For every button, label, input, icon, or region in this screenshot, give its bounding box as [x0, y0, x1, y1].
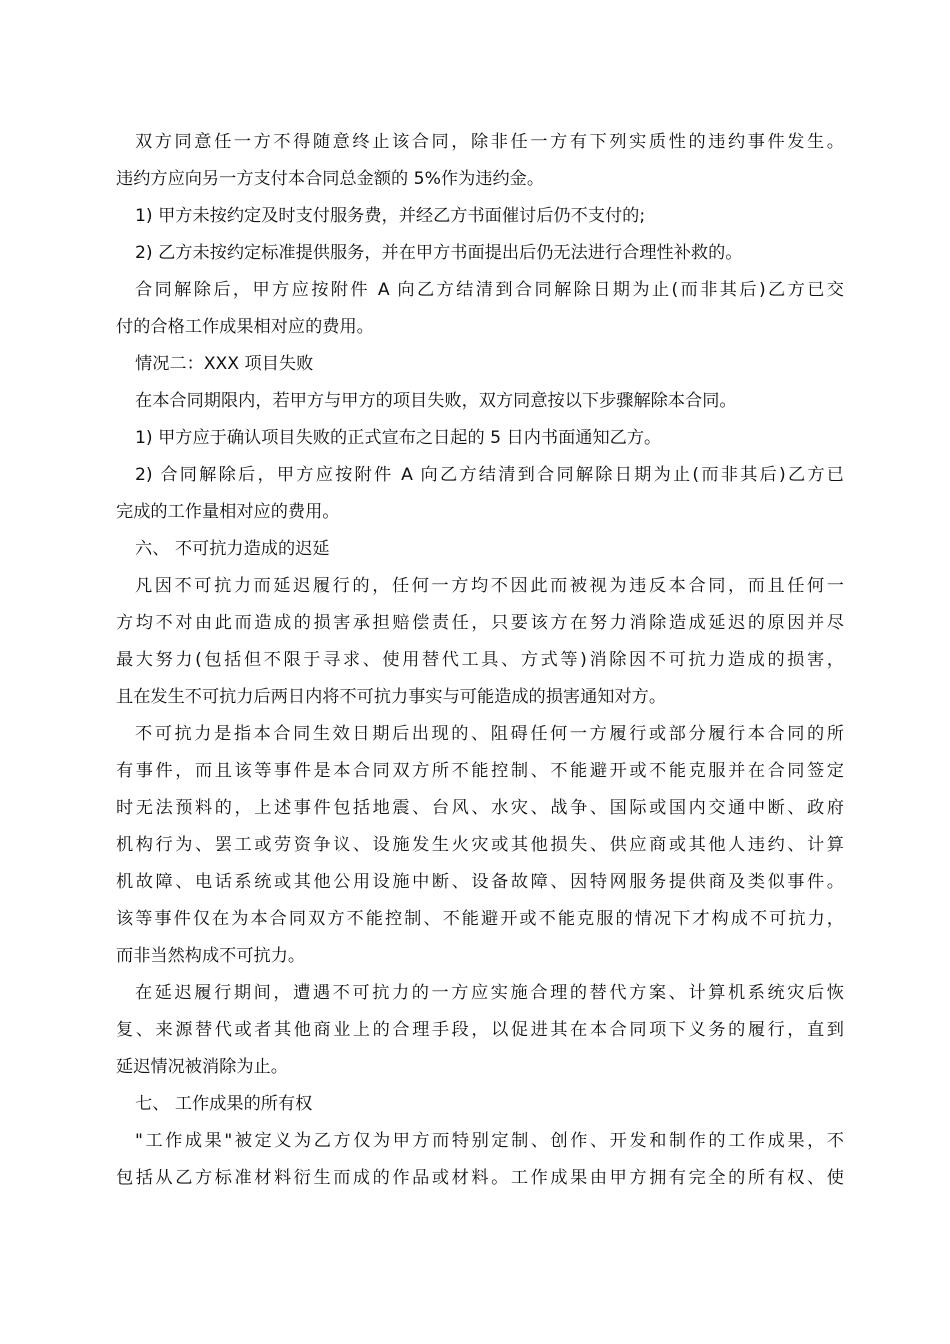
section-heading-work-ownership — [116, 1086, 844, 1123]
text-line: 双方同意任一方不得随意终止该合同，除非任一方有下列实质性的违约事件发生。 — [135, 132, 844, 152]
text-line: 合同解除后，甲方应按附件 A 向乙方结清到合同解除日期为止(而非其后)乙方已交 — [135, 280, 844, 300]
paragraph-project-failure — [116, 383, 844, 420]
list-item-failure-2 — [116, 457, 844, 531]
text-line: 付的合格工作成果相对应的费用。 — [116, 317, 374, 337]
text-line: 最大努力(包括但不限于寻求、使用替代工具、方式等)消除因不可抗力造成的损害， — [116, 650, 844, 670]
text-line: 在延迟履行期间，遭遇不可抗力的一方应实施合理的替代方案、计算机系统灾后恢 — [135, 983, 844, 1003]
text-line: 而非当然构成不可抗力。 — [116, 946, 306, 966]
text-line: 机故障、电话系统或其他公用设施中断、设备故障、因特网服务提供商及类似事件。 — [116, 872, 844, 892]
text-line: 2) 乙方未按约定标准提供服务，并在甲方书面提出后仍无法进行合理性补救的。 — [135, 243, 743, 263]
text-line: 包括从乙方标准材料衍生而成的作品或材料。工作成果由甲方拥有完全的所有权、使 — [116, 1168, 844, 1188]
list-item-failure-1 — [116, 420, 844, 457]
text-line: 完成的工作量相对应的费用。 — [116, 502, 340, 522]
text-line: 2) 合同解除后，甲方应按附件 A 向乙方结清到合同解除日期为止(而非其后)乙方已 — [135, 465, 844, 485]
text-line: 凡因不可抗力而延迟履行的，任何一方均不因此而被视为违反本合同，而且任何一 — [135, 576, 844, 596]
text-line: 六、 不可抗力造成的迟延 — [135, 539, 330, 559]
text-line: 时无法预料的，上述事件包括地震、台风、水灾、战争、国际或国内交通中断、政府 — [116, 798, 844, 818]
text-line: 违约方应向另一方支付本合同总金额的 5%作为违约金。 — [116, 169, 545, 189]
text-line: 在本合同期限内，若甲方与甲方的项目失败，双方同意按以下步骤解除本合同。 — [135, 391, 737, 411]
paragraph-settlement — [116, 272, 844, 346]
list-item-breach-2 — [116, 235, 844, 272]
text-line: 延迟情况被消除为止。 — [116, 1057, 288, 1077]
text-line: 七、 工作成果的所有权 — [135, 1094, 313, 1114]
text-line: 且在发生不可抗力后两日内将不可抗力事实与可能造成的损害通知对方。 — [116, 687, 667, 707]
paragraph-force-majeure-delay — [116, 568, 844, 716]
subheading-case-two — [116, 346, 844, 383]
paragraph-delay-period — [116, 975, 844, 1086]
document-body — [116, 124, 844, 1197]
text-line: 复、来源替代或者其他商业上的合理手段，以促进其在本合同项下义务的履行，直到 — [116, 1020, 844, 1040]
text-line: "工作成果"被定义为乙方仅为甲方而特别定制、创作、开发和制作的工作成果，不 — [135, 1131, 844, 1151]
paragraph-work-product-definition — [116, 1123, 844, 1197]
section-heading-force-majeure — [116, 531, 844, 568]
text-line: 该等事件仅在为本合同双方不能控制、不能避开或不能克服的情况下才构成不可抗力， — [116, 909, 844, 929]
text-line: 机构行为、罢工或劳资争议、设施发生火灾或其他损失、供应商或其他人违约、计算 — [116, 835, 844, 855]
list-item-breach-1 — [116, 198, 844, 235]
paragraph-termination-general — [116, 124, 844, 198]
text-line: 1) 甲方应于确认项目失败的正式宣布之日起的 5 日内书面通知乙方。 — [135, 428, 662, 448]
text-line: 1) 甲方未按约定及时支付服务费，并经乙方书面催讨后仍不支付的; — [135, 206, 646, 226]
text-line: 情况二：XXX 项目失败 — [135, 354, 314, 374]
text-line: 有事件，而且该等事件是本合同双方所不能控制、不能避开或不能克服并在合同签定 — [116, 761, 844, 781]
text-line: 不可抗力是指本合同生效日期后出现的、阻碍任何一方履行或部分履行本合同的所 — [135, 724, 844, 744]
paragraph-force-majeure-definition — [116, 716, 844, 975]
text-line: 方均不对由此而造成的损害承担赔偿责任，只要该方在努力消除造成延迟的原因并尽 — [116, 613, 844, 633]
